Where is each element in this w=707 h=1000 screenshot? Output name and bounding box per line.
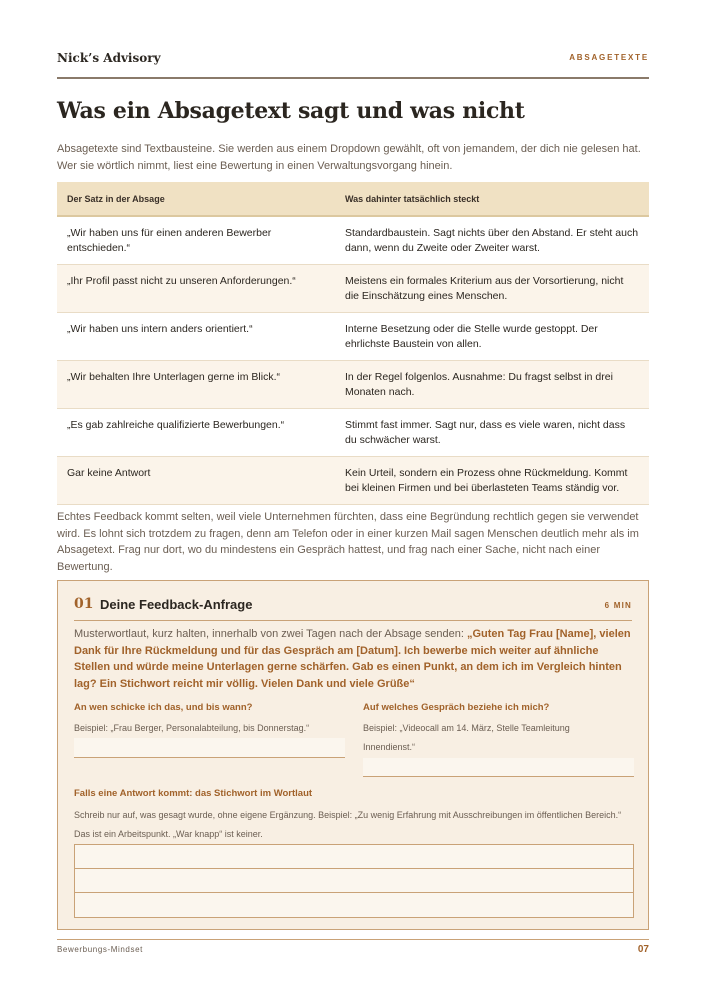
table-cell-phrase: „Ihr Profil passt nicht zu unseren Anforderungen.“ [57,265,335,313]
rejection-phrases-table [57,182,649,505]
exercise-title: Deine Feedback-Anfrage [100,597,253,612]
table-cell-meaning: Interne Besetzung oder die Stelle wurde gestoppt. Der ehrlichste Baustein von allen. [335,313,649,361]
intro-paragraph: Absagetexte sind Textbausteine. Sie werden aus einem Dropdown gewählt, oft von jemandem, der dich nie gelesen hat. Wer sie wörtlich nimmt, liest eine Bewertung in einen Verwaltungsvorgang hinein. [57,143,641,172]
table-cell-meaning: Meistens ein formales Kriterium aus der Vorsortierung, nicht die Einschätzung eines Menschen. [335,265,649,313]
field-keyword-label: Falls eine Antwort kommt: das Stichwort im Wortlaut [74,788,313,799]
field-recipient-input[interactable] [74,738,345,758]
table-cell-meaning: Standardbaustein. Sagt nichts über den Abstand. Er steht auch dann, wenn du Zweite oder Zweiter warst. [335,216,649,265]
table-cell-meaning: In der Regel folgenlos. Ausnahme: Du fragst selbst in drei Monaten nach. [335,361,649,409]
writing-line [75,893,633,917]
table-row [57,265,649,313]
exercise-text-lead: Musterwortlaut, kurz halten, innerhalb von zwei Tagen nach der Absage senden: [74,628,467,640]
table-cell-phrase: „Wir haben uns für einen anderen Bewerber entschieden.“ [57,216,335,265]
table-header-row [57,182,649,216]
table-header-meaning: Was dahinter tatsächlich steckt [335,182,649,216]
exercise-box [57,580,649,930]
exercise-divider [74,620,632,621]
feedback-paragraph: Echtes Feedback kommt selten, weil viele Unternehmen fürchten, dass eine Begründung rechtlich gegen sie verwendet wird. Es lohnt sich trotzdem zu fragen, denn am Telefon oder in einer kurzen Mail sagen Menschen deutlich mehr als im Absagetext. Frag nur dort, wo du mindestens ein Gespräch hattest, und frag nach einer Sache, nicht nach einer Bewertung. [57,511,639,573]
table-row [57,313,649,361]
field-recipient-label: An wen schicke ich das, und bis wann? [74,702,253,713]
field-interview-input[interactable] [363,758,634,777]
exercise-text [74,626,636,692]
exercise-template-quote: „Guten Tag Frau [Name], vielen Dank für Ihre Rückmeldung und für das Gespräch am [Datum]. Ich bewerbe mich weiter auf ähnliche Stellen und würde meine Unterlagen gerne schärfen. Gab es einen Punkt, an dem ich im Vergleich hinten lag? Ein Stichwort reicht mir völlig. Vielen Dank und viele Grüße“ [74,628,631,690]
brand-name: Nick’s Advisory [57,51,161,65]
footer-title: Bewerbungs-Mindset [57,945,143,954]
exercise-number: 01 [74,596,94,612]
table-cell-meaning: Kein Urteil, sondern ein Prozess ohne Rückmeldung. Kommt bei kleinen Firmen und bei überlasteten Teams ständig vor. [335,457,649,505]
table-row [57,409,649,457]
table-row [57,457,649,505]
field-interview-hint: Beispiel: „Videocall am 14. März, Stelle Teamleitung Innendienst.“ [363,723,570,752]
table-cell-phrase: „Es gab zahlreiche qualifizierte Bewerbungen.“ [57,409,335,457]
table-cell-phrase: „Wir haben uns intern anders orientiert.“ [57,313,335,361]
table-cell-phrase: „Wir behalten Ihre Unterlagen gerne im Blick.“ [57,361,335,409]
field-recipient-hint: Beispiel: „Frau Berger, Personalabteilung, bis Donnerstag.“ [74,723,310,733]
page-footer [57,939,649,960]
exercise-duration: 6 MIN [604,601,632,610]
table-header-phrase: Der Satz in der Absage [57,182,335,216]
writing-line [75,845,633,869]
field-keyword-input[interactable] [74,844,634,918]
table-cell-phrase: Gar keine Antwort [57,457,335,505]
page-header [57,51,649,79]
table-row [57,216,649,265]
page-number: 07 [637,944,649,955]
field-keyword-hint: Schreib nur auf, was gesagt wurde, ohne eigene Ergänzung. Beispiel: „Zu wenig Erfahrung mit Ausschreibungen im öffentlichen Bereich.“ Das ist ein Arbeitspunkt. „War knapp“ ist keiner. [74,810,622,839]
field-interview-label: Auf welches Gespräch beziehe ich mich? [363,702,550,713]
table-cell-meaning: Stimmt fast immer. Sagt nur, dass es viele waren, nicht dass du schwächer warst. [335,409,649,457]
page-title: Was ein Absagetext sagt und was nicht [57,98,525,124]
table-row [57,361,649,409]
writing-line [75,869,633,893]
section-label: ABSAGETEXTE [569,53,649,62]
